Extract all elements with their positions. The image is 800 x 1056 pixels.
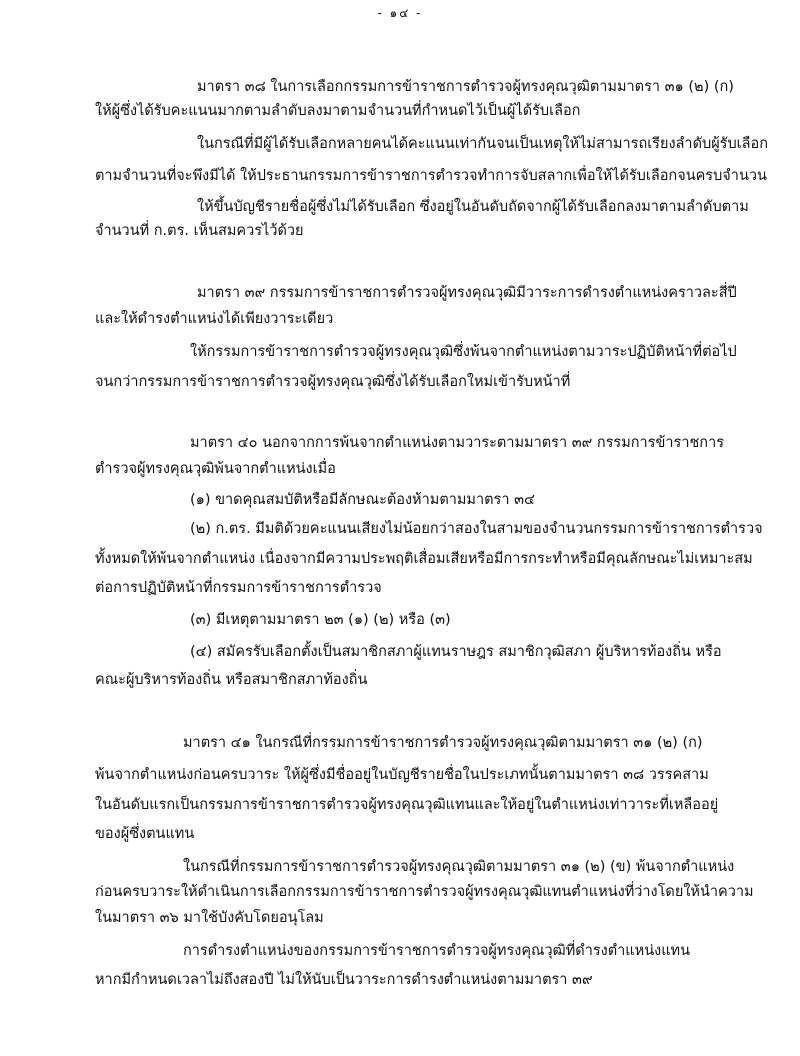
text-line: และให้ดำรงตำแหน่งได้เพียงวาระเดียว [95,311,334,327]
text-line: การดำรงตำแหน่งของกรรมการข้าราชการตำรวจผู้ทรงคุณวุฒิที่ดำรงตำแหน่งแทน [183,943,691,959]
text-line: หากมีกำหนดเวลาไม่ถึงสองปี ไม่ให้นับเป็นวาระการดำรงตำแหน่งตามมาตรา ๓๙ [95,972,593,988]
section-40-heading-line: มาตรา ๔๐ นอกจากการพ้นจากตำแหน่งตามวาระตามมาตรา ๓๙ กรรมการข้าราชการ [190,435,725,451]
text-line: ตำรวจผู้ทรงคุณวุฒิพ้นจากตำแหน่งเมื่อ [95,461,336,477]
text-line: ตามจำนวนที่จะพึงมีได้ ให้ประธานกรรมการข้าราชการตำรวจทำการจับสลากเพื่อให้ได้รับเลือกจนครบจำนวน [95,168,767,184]
text-line: คณะผู้บริหารท้องถิ่น หรือสมาชิกสภาท้องถิ่น [95,672,368,688]
section-41-heading-line: มาตรา ๔๑ ในกรณีที่กรรมการข้าราชการตำรวจผู้ทรงคุณวุฒิตามมาตรา ๓๑ (๒) (ก) [183,735,703,751]
list-item-4: (๔) สมัครรับเลือกตั้งเป็นสมาชิกสภาผู้แทนราษฎร สมาชิกวุฒิสภา ผู้บริหารท้องถิ่น หรือ [190,644,722,660]
text-line: ของผู้ซึ่งตนแทน [95,826,195,842]
text-line: ในกรณีที่มีผู้ได้รับเลือกหลายคนได้คะแนนเท่ากันจนเป็นเหตุให้ไม่สามารถเรียงลำดับผู้รับเลือก [197,136,769,152]
text-line: ต่อการปฏิบัติหน้าที่กรรมการข้าราชการตำรวจ [95,580,382,596]
text-line: ในมาตรา ๓๖ มาใช้บังคับโดยอนุโลม [95,910,324,926]
list-item-3: (๓) มีเหตุตามมาตรา ๒๓ (๑) (๒) หรือ (๓) [190,612,451,628]
text-line: ให้ขึ้นบัญชีรายชื่อผู้ซึ่งไม่ได้รับเลือก ซึ่งอยู่ในอันดับถัดจากผู้ได้รับเลือกลงมาตามลำดับตาม [197,199,749,215]
text-line: ให้กรรมการข้าราชการตำรวจผู้ทรงคุณวุฒิซึ่งพ้นจากตำแหน่งตามวาระปฏิบัติหน้าที่ต่อไป [190,344,737,360]
text-line: ให้ผู้ซึ่งได้รับคะแนนมากตามลำดับลงมาตามจำนวนที่กำหนดไว้เป็นผู้ได้รับเลือก [95,103,581,119]
section-39-heading-line: มาตรา ๓๙ กรรมการข้าราชการตำรวจผู้ทรงคุณวุฒิมีวาระการดำรงตำแหน่งคราวละสี่ปี [197,285,737,301]
page-number: - ๑๔ - [377,6,423,20]
text-line: จำนวนที่ ก.ตร. เห็นสมควรไว้ด้วย [95,223,304,239]
list-item-2: (๒) ก.ตร. มีมติด้วยคะแนนเสียงไม่น้อยกว่าสองในสามของจำนวนกรรมการข้าราชการตำรวจ [190,521,763,537]
section-38-heading-line: มาตรา ๓๘ ในการเลือกกรรมการข้าราชการตำรวจผู้ทรงคุณวุฒิตามมาตรา ๓๑ (๒) (ก) [197,79,734,95]
text-line: จนกว่ากรรมการข้าราชการตำรวจผู้ทรงคุณวุฒิซึ่งได้รับเลือกใหม่เข้ารับหน้าที่ [95,374,571,390]
text-line: พ้นจากตำแหน่งก่อนครบวาระ ให้ผู้ซึ่งมีชื่ออยู่ในบัญชีรายชื่อในประเภทนั้นตามมาตรา ๓๘ วรรคสาม [95,767,709,783]
list-item-1: (๑) ขาดคุณสมบัติหรือมีลักษณะต้องห้ามตามมาตรา ๓๔ [190,492,535,508]
text-line: ก่อนครบวาระให้ดำเนินการเลือกกรรมการข้าราชการตำรวจผู้ทรงคุณวุฒิแทนตำแหน่งที่ว่างโดยให้นำความ [95,884,754,900]
text-line: ทั้งหมดให้พ้นจากตำแหน่ง เนื่องจากมีความประพฤติเสื่อมเสียหรือมีการกระทำหรือมีคุณลักษณะไม่เหมาะสม [95,551,753,567]
text-line: ในอันดับแรกเป็นกรรมการข้าราชการตำรวจผู้ทรงคุณวุฒิแทนและให้อยู่ในตำแหน่งเท่าวาระที่เหลืออยู่ [95,797,719,813]
text-line: ในกรณีที่กรรมการข้าราชการตำรวจผู้ทรงคุณวุฒิตามมาตรา ๓๑ (๒) (ข) พ้นจากตำแหน่ง [183,859,735,875]
